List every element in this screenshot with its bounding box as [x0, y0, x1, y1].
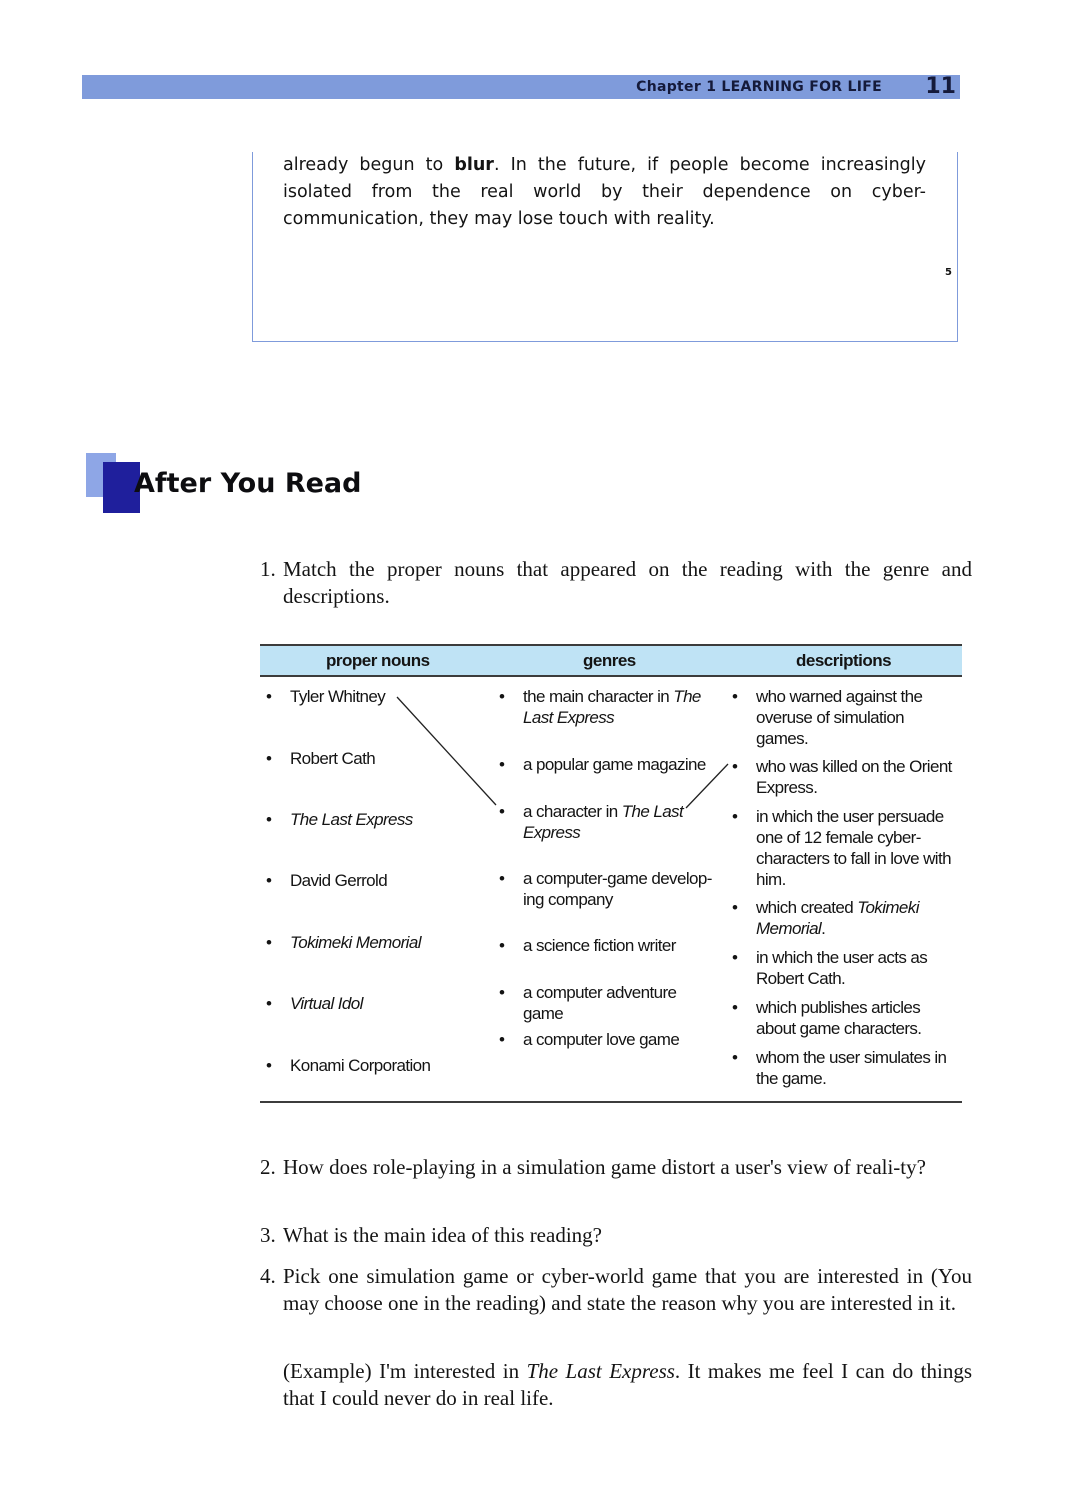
proper-noun-item: • Robert Cath — [266, 749, 376, 768]
proper-noun-item: • Tyler Whitney — [266, 687, 386, 706]
description-item: • in which the user acts as Robert Cath. — [732, 948, 928, 988]
example-answer: (Example) I'm interested in The Last Express. It makes me feel I can do things that I could never do in real life. — [283, 1359, 972, 1410]
section-title: After You Read — [134, 468, 362, 499]
description-item: • which publishes articles about game characters. — [732, 998, 922, 1038]
reading-bold-word: blur — [454, 155, 494, 175]
question-number: 1. — [260, 557, 276, 581]
line-number: 5 — [945, 267, 952, 278]
description-item: • whom the user simulates in the game. — [732, 1048, 947, 1088]
reading-excerpt-box — [252, 152, 958, 342]
description-item: • who was killed on the Orient Express. — [732, 757, 952, 797]
header-genres: genres — [583, 651, 636, 670]
question-number: 2. — [260, 1155, 276, 1179]
proper-noun-item: • The Last Express — [266, 810, 413, 829]
proper-noun-item: • Tokimeki Memorial — [266, 933, 421, 952]
match-line-character — [686, 764, 728, 808]
proper-noun-item: • David Gerrold — [266, 871, 388, 890]
question-2 — [260, 1154, 972, 1181]
page-number: 11 — [925, 74, 956, 99]
question-4 — [260, 1263, 972, 1317]
proper-noun-item: • Virtual Idol — [266, 994, 363, 1013]
question-text: What is the main idea of this reading? — [283, 1223, 602, 1247]
genre-item: • a science fiction writer — [499, 936, 676, 955]
description-item: • who warned against the overuse of simulation games. — [732, 687, 923, 748]
proper-noun-item: • Konami Corporation — [266, 1056, 431, 1075]
genre-item: • a computer-game develop-ing company — [499, 869, 712, 909]
genre-item: • a computer adventure game — [499, 983, 677, 1023]
question-text: Pick one simulation game or cyber-world game that you are interested in (You may choose one in the reading) and state the reason why you are interested in it. — [283, 1264, 972, 1315]
reading-text-after: . In the future, if people become increasingly isolated from the real world by their dependence on cyber-communication, they may lose touch with reality. — [283, 155, 927, 229]
matching-table — [260, 644, 962, 1104]
genre-item: • a popular game magazine — [499, 755, 706, 774]
question-text: Match the proper nouns that appeared on the reading with the genre and descriptions. — [283, 557, 972, 608]
question-number: 4. — [260, 1264, 276, 1288]
table-bottom-rule — [260, 1101, 962, 1103]
question-text: How does role-playing in a simulation game distort a user's view of reali-ty? — [283, 1155, 926, 1179]
header-proper-nouns: proper nouns — [326, 651, 430, 670]
question-number: 3. — [260, 1223, 276, 1247]
genre-item: • the main character in The Last Express — [499, 687, 701, 727]
genre-item: • a character in The Last Express — [499, 802, 684, 842]
description-item: • in which the user persuade one of 12 female cyber-characters to fall in love with him. — [732, 807, 951, 889]
description-item: • which created Tokimeki Memorial. — [732, 898, 919, 938]
genre-item: • a computer love game — [499, 1030, 680, 1049]
example-match-lines — [260, 644, 962, 1104]
match-line-tyler-whitney — [397, 697, 496, 805]
reading-text-before: already begun to — [283, 155, 455, 175]
chapter-label: Chapter 1 LEARNING FOR LIFE — [636, 79, 882, 95]
question-1 — [260, 556, 972, 610]
reading-paragraph — [283, 152, 926, 233]
chapter-header-bar — [82, 75, 960, 99]
question-3 — [260, 1222, 972, 1249]
header-descriptions: descriptions — [796, 651, 892, 670]
